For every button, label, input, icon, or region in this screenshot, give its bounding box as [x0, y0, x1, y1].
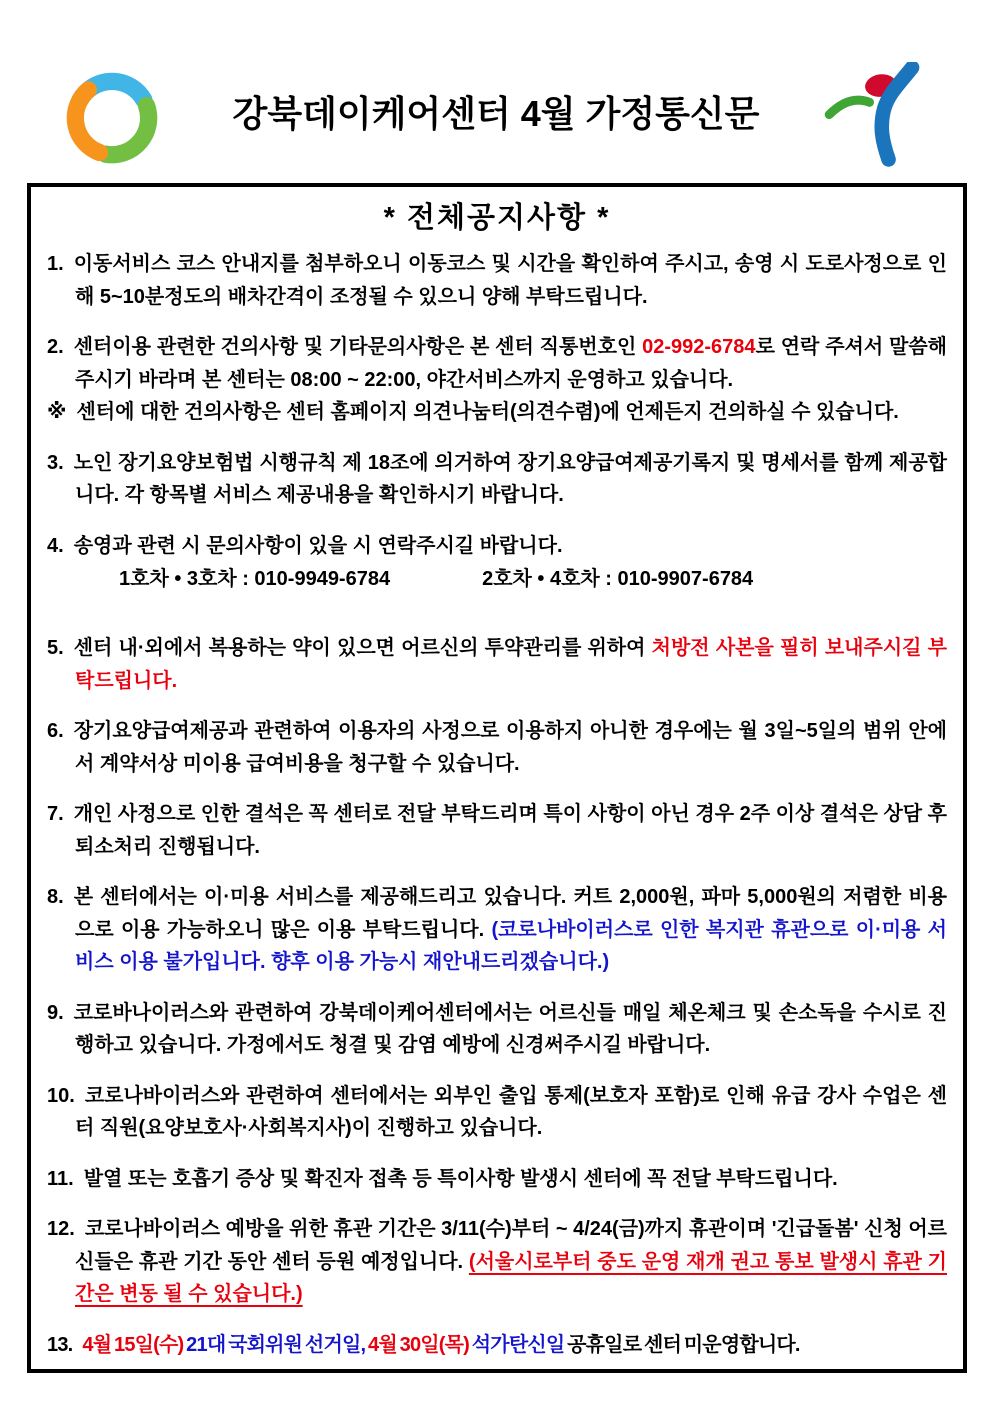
item-text: 센터 내·외에서 복용하는 약이 있으면 어르신의 투약관리를 위하여 [73, 637, 652, 659]
item-number: 8. [47, 886, 64, 908]
gangbuk-gu-emblem-icon [810, 62, 938, 174]
notice-box [27, 183, 967, 1373]
item-number: 5. [47, 637, 64, 659]
item-number: 11. [47, 1167, 74, 1190]
page-title: 강북데이케어센터 4월 가정통신문 [232, 93, 760, 134]
center-phone-number: 02-992-6784 [642, 336, 756, 358]
notice-item-10 [47, 1080, 947, 1145]
item-text: 코로나바이러스 예방을 위한 휴관 기간은 3/11(수)부터 ~ 4/24(금)까지 휴관이며 '긴급돌봄' 신청 어르신들은 휴관 기간 동안 센터 등원 예정입니다. [75, 1218, 947, 1273]
notice-item-7 [47, 798, 947, 863]
item-text-blue: (코로나바이러스로 인한 복지관 휴관으로 이·미용 서비스 이용 불가입니다. 향후 이용 가능시 재안내드리겠습니다.) [75, 918, 947, 973]
notice-item-1 [47, 248, 947, 313]
holiday-date-2: 4월 30일(목) [368, 1333, 472, 1356]
notice-item-12 [47, 1213, 947, 1311]
item-text: 본 센터에서는 이·미용 서비스를 제공해드리고 있습니다. 커트 2,000원, 파마 5,000원의 저렴한 비용으로 이용 가능하오니 많은 이용 부탁드립니다. [73, 886, 947, 941]
notice-item-8 [47, 881, 947, 979]
item-text: 발열 또는 호흡기 증상 및 확진자 접촉 등 특이사항 발생시 센터에 꼭 전달 부탁드립니다. [83, 1167, 838, 1190]
item-number: 12. [47, 1218, 75, 1240]
item-text-red-underline: (서울시로부터 중도 운영 재개 권고 통보 발생시 휴관 기간은 변동 될 수 있습니다.) [75, 1250, 947, 1305]
item-text: 송영과 관련 시 문의사항이 있을 시 연락주시길 바랍니다. [73, 534, 563, 557]
notice-item-2 [47, 331, 947, 396]
notice-item-2-note [47, 396, 947, 429]
item-number: 2. [47, 336, 64, 358]
item-number: 3. [47, 451, 64, 474]
item-text: 장기요양급여제공과 관련하여 이용자의 사정으로 이용하지 아니한 경우에는 월 3일~5일의 범위 안에서 계약서상 미이용 급여비용을 청구할 수 있습니다. [73, 720, 947, 775]
item-number: 10. [47, 1084, 75, 1107]
item-number: 13. [47, 1333, 73, 1356]
notice-title: * 전체공지사항 * [383, 202, 611, 234]
item-text: 이동서비스 코스 안내지를 첨부하오니 이동코스 및 시간을 확인하여 주시고, 송영 시 도로사정으로 인해 5~10분정도의 배차간격이 조정될 수 있으니 양해 부탁드립니다. [73, 253, 947, 308]
notice-item-11 [47, 1163, 947, 1196]
shuttle-phone-line [47, 562, 947, 596]
phone-bus-2-4: 2호차 • 4호차 : 010-9907-6784 [482, 568, 754, 590]
item-number: 9. [47, 1001, 64, 1024]
holiday-date-1: 4월 15일(수) [82, 1333, 187, 1356]
item-text: 개인 사정으로 인한 결석은 꼭 센터로 전달 부탁드리며 특이 사항이 아닌 경우 2주 이상 결석은 상담 후 퇴소처리 진행됩니다. [73, 803, 947, 858]
phone-bus-1-3: 1호차 • 3호차 : 010-9949-6784 [119, 568, 391, 590]
item-text: 코로나바이러스와 관련하여 센터에서는 외부인 출입 통제(보호자 포함)로 인해 유급 강사 수업은 센터 직원(요양보호사·사회복지사)이 진행하고 있습니다. [75, 1084, 947, 1139]
item-text: 로 연락 주셔서 말씀해주시기 바라며 본 센터는 08:00 ~ 22:00, 야간서비스까지 운영하고 있습니다. [75, 336, 947, 391]
item-number: 4. [47, 534, 64, 557]
note-text: 센터에 대한 건의사항은 센터 홈페이지 의견나눔터(의견수렴)에 언제든지 건의하실 수 있습니다. [76, 401, 899, 423]
notice-item-3 [47, 447, 947, 512]
holiday-name-2: 석가탄신일 [471, 1333, 568, 1356]
item-number: 7. [47, 803, 64, 825]
item-text: 센터이용 관련한 건의사항 및 기타문의사항은 본 센터 직통번호인 [73, 336, 643, 358]
note-marker: ※ [47, 401, 67, 423]
notice-item-5 [47, 632, 947, 697]
item-text-red: 처방전 사본을 필히 보내주시길 부탁드립니다. [75, 637, 947, 692]
holiday-name-1: 21대 국회위원 선거일, [186, 1333, 369, 1356]
item-text: 코로바나이러스와 관련하여 강북데이케어센터에서는 어르신들 매일 체온체크 및 손소독을 수시로 진행하고 있습니다. 가정에서도 청결 및 감염 예방에 신경써주시길 바랍니다. [73, 1001, 947, 1056]
notice-item-13 [47, 1329, 947, 1362]
notice-item-4 [47, 530, 947, 563]
notice-item-9 [47, 997, 947, 1062]
item-text: 노인 장기요양보험법 시행규칙 제 18조에 의거하여 장기요양급여제공기록지 및 명세서를 함께 제공합니다. 각 항목별 서비스 제공내용을 확인하시기 바랍니다. [73, 451, 947, 506]
notice-item-6 [47, 715, 947, 780]
header [0, 62, 992, 177]
item-number: 6. [47, 720, 64, 742]
item-text: 공휴일로 센터 미운영합니다. [567, 1333, 800, 1356]
item-number: 1. [47, 253, 64, 275]
